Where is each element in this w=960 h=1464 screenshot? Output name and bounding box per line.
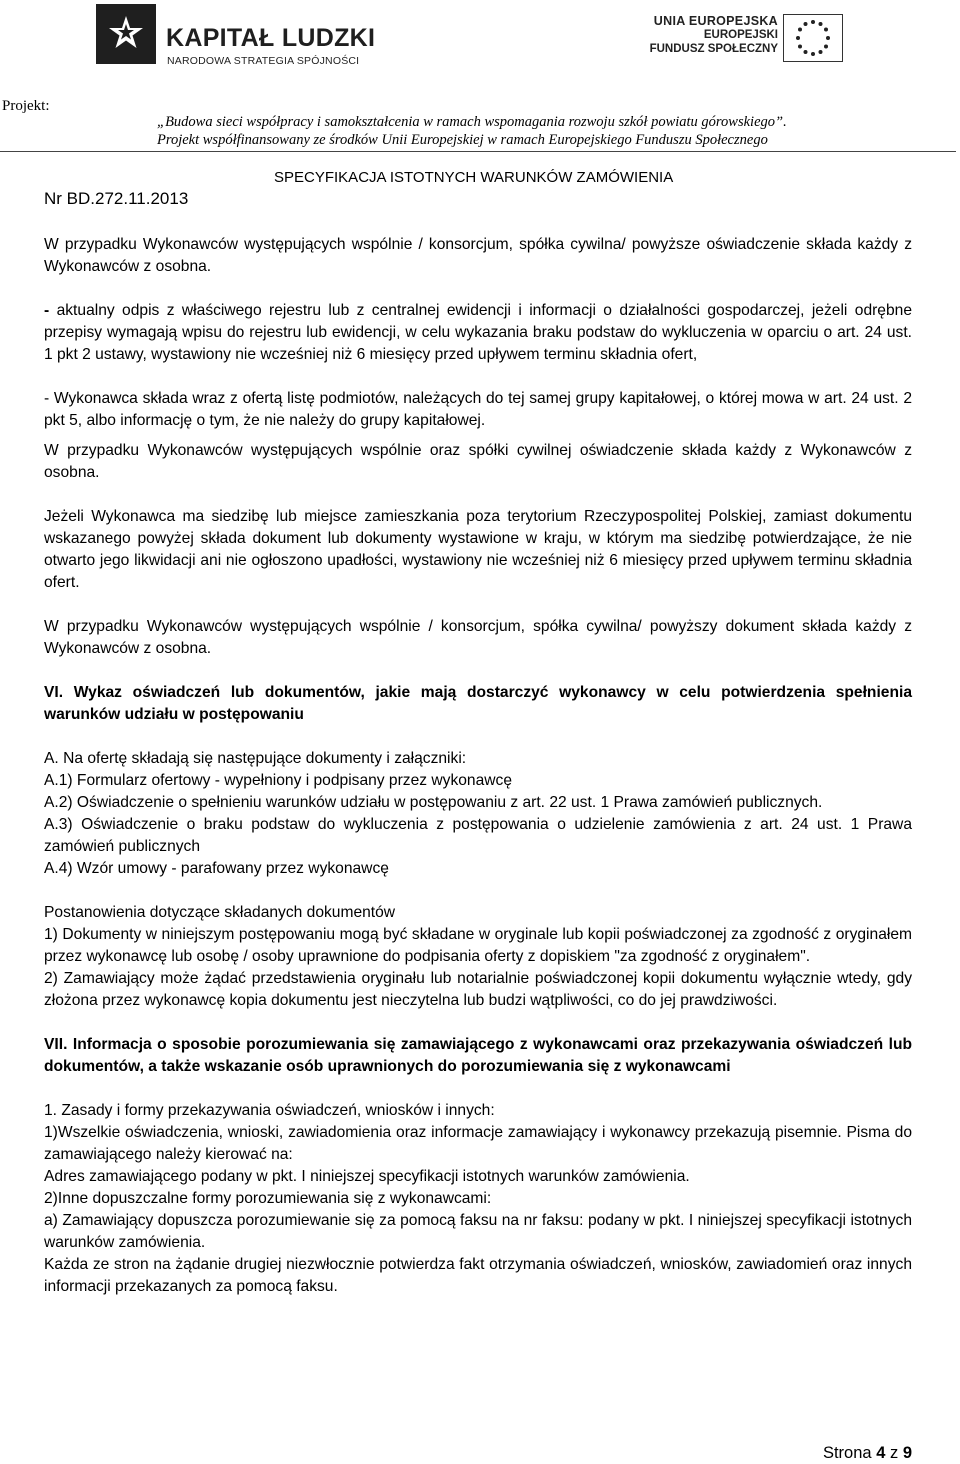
offer-documents-title: A. Na ofertę składają się następujące dokumenty i załączniki: [44,750,467,767]
projekt-funding-note: Projekt współfinansowany ze środków Unii Europejskiej w ramach Europejskiego Funduszu Społecznego [157,132,768,148]
communication-rule-2: 2)Inne dopuszczalne formy porozumiewania się z wykonawcami: [44,1190,492,1207]
ue-logo-text [650,14,778,56]
ue-logo-line2: EUROPEJSKI [703,29,778,41]
section-heading-vii: VII. Informacja o sposobie porozumiewania się zamawiającego z wykonawcami oraz przekazywania oświadczeń lub dokumentów, a także wskazanie osób uprawnionych do porozumiewania się z wykonawcami [44,1036,912,1075]
communication-rule-2a: a) Zamawiający dopuszcza porozumiewanie się za pomocą faksu na nr faksu: podany w pkt. I niniejszej specyfikacji istotnych warunków zamówienia. [44,1212,912,1251]
paragraph-foreign-contractor: Jeżeli Wykonawca ma siedzibę lub miejsce zamieszkania poza terytorium Rzeczypospolitej Polskiej, zamiast dokumentu wskazanego powyżej składa dokument lub dokumenty wystawione w kraju, w którym ma siedzibę potwierdzające, że nie otwarto jego likwidacji ani nie ogłoszono upadłości, wystawiony nie wcześniej niż 6 miesięcy przed upływem terminu składnia ofert. [44,508,912,591]
kapital-ludzki-logo [96,4,376,80]
header-divider [0,151,956,152]
offer-document-a3: A.3) Oświadczenie o braku podstaw do wykluczenia z postępowania o udzielenie zamówienia z art. 24 ust. 1 Prawa zamówień publicznych [44,816,912,855]
ue-logo-line3: FUNDUSZ SPOŁECZNY [649,43,778,55]
document-provision-1: 1) Dokumenty w niniejszym postępowaniu mogą być składane w oryginale lub kopii poświadczonej za zgodność z oryginałem przez wykonawcę lub osobę / osoby uprawnione do podpisania oferty z dopiskiem "za zgodność z oryginałem". [44,926,912,965]
page-number: 4 [876,1444,886,1462]
section-heading-vi: VI. Wykaz oświadczeń lub dokumentów, jakie mają dostarczyć wykonawcy w celu potwierdzenia spełnienia warunków udziału w postępowaniu [44,684,912,723]
offer-document-a4: A.4) Wzór umowy - parafowany przez wykonawcę [44,860,389,877]
paragraph-registry-extract [44,300,912,366]
communication-rule-1: 1)Wszelkie oświadczenia, wnioski, zawiadomienia oraz informacje zamawiający i wykonawcy przekazują pisemnie. Pisma do zamawiającego należy kierować na: [44,1124,912,1163]
offer-document-a1: A.1) Formularz ofertowy - wypełniony i podpisany przez wykonawcę [44,772,513,789]
kapital-ludzki-title: KAPITAŁ LUDZKI [166,24,376,52]
projekt-title: „Budowa sieci współpracy i samokształcenia w ramach wspomagania rozwoju szkół powiatu górowskiego”. [157,114,787,130]
document-provision-2: 2) Zamawiający może żądać przedstawienia oryginału lub notarialnie poświadczonej kopii dokumentu wyłącznie wtedy, gdy złożona przez wykonawcę kopia dokumentu jest nieczytelna lub budzi wątpliwości, co do jej prawdziwości. [44,970,912,1009]
paragraph-capital-group: - Wykonawca składa wraz z ofertą listę podmiotów, należących do tej samej grupy kapitałowej, o której mowa w art. 24 ust. 2 pkt 5, albo informację o tym, że nie należy do grupy kapitałowej. [44,390,912,429]
projekt-label: Projekt: [2,98,50,114]
ue-efs-logo [628,14,873,74]
document-provisions-title: Postanowienia dotyczące składanych dokumentów [44,904,396,921]
page-footer [823,1444,912,1463]
page-label: Strona [822,1444,872,1462]
paragraph-joint-contractors-2: W przypadku Wykonawców występujących wspólnie oraz spółki cywilnej oświadczenie składa każdy z Wykonawców z osobna. [44,442,912,481]
communication-rules-title: 1. Zasady i formy przekazywania oświadczeń, wniosków i innych: [44,1102,495,1119]
paragraph-joint-contractors-1: W przypadku Wykonawców występujących wspólnie / konsorcjum, spółka cywilna/ powyższe oświadczenie składa każdy z Wykonawców z osobna. [44,236,912,275]
page-total: 9 [902,1444,912,1462]
communication-rule-2b: Każda ze stron na żądanie drugiej niezwłocznie potwierdza fakt otrzymania oświadczeń, wniosków, zawiadomień oraz innych informacji przekazanych za pomocą faksu. [44,1256,912,1295]
paragraph-joint-contractors-3: W przypadku Wykonawców występujących wspólnie / konsorcjum, spółka cywilna/ powyższy dokument składa każdy z Wykonawców z osobna. [44,618,912,657]
list-dash: - [44,302,50,319]
offer-document-a2: A.2) Oświadczenie o spełnieniu warunków udziału w postępowaniu z art. 22 ust. 1 Prawa zamówień publicznych. [44,794,823,811]
spec-title: SPECYFIKACJA ISTOTNYCH WARUNKÓW ZAMÓWIENIA [274,169,674,186]
communication-rule-1-address: Adres zamawiającego podany w pkt. I niniejszej specyfikacji istotnych warunków zamówienia. [44,1168,690,1185]
document-number: Nr BD.272.11.2013 [44,189,189,208]
ue-logo-line1: UNIA EUROPEJSKA [653,14,778,28]
document-body [44,234,912,1298]
registry-extract-text: aktualny odpis z właściwego rejestru lub z centralnej ewidencji i informacji o działalności gospodarczej, jeżeli odrębne przepisy wymagają wpisu do rejestru lub ewidencji, w celu wykazania braku podstaw do wykluczenia w oparciu o art. 24 ust. 1 pkt 2 ustawy, wystawiony nie wcześniej niż 6 miesięcy przed upływem terminu składnia ofert, [44,302,912,363]
eu-flag-icon [783,14,843,62]
kapital-ludzki-subtitle: NARODOWA STRATEGIA SPÓJNOŚCI [167,55,360,67]
kapital-ludzki-emblem [96,4,156,64]
page-separator: z [889,1444,899,1462]
